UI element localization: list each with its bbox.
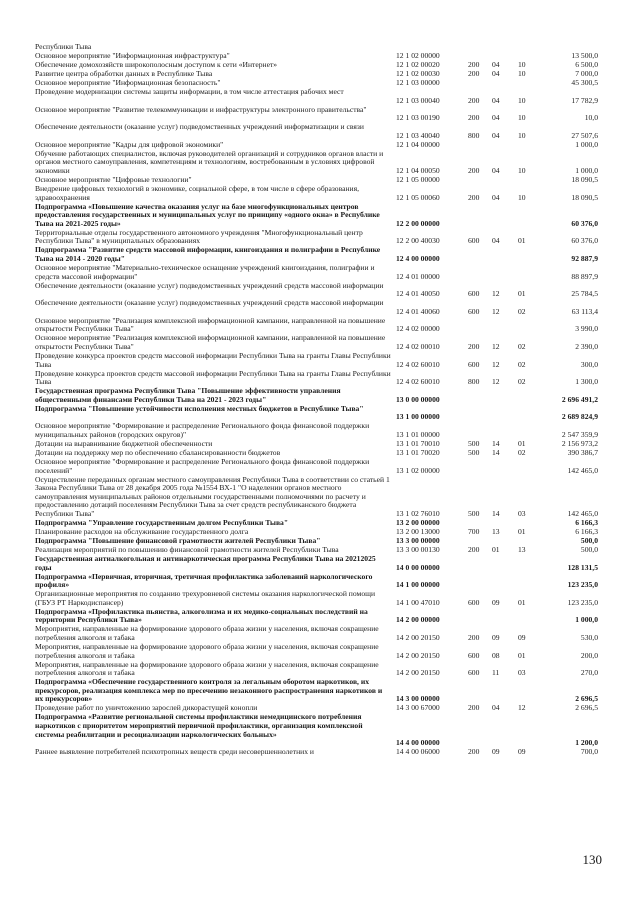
amount-cell: 270,0 xyxy=(580,668,598,678)
name-cell: Подпрограмма "Управление государственным долгом Республики Тыва" xyxy=(35,519,289,527)
amount-cell: 2 390,0 xyxy=(575,341,598,351)
code-cell: 13 1 01 00000 xyxy=(396,429,440,439)
code-cell: 12 1 02 00020 xyxy=(396,60,440,69)
table-row xyxy=(0,458,640,475)
program-row xyxy=(0,405,640,422)
subsection-cell: 02 xyxy=(518,448,526,457)
name-cell: Основное мероприятие "Материально-техническое оснащение учреждений книгоиздания, полиграфии и средств массовой информации" xyxy=(35,264,375,281)
section-cell: 12 xyxy=(492,359,500,369)
amount-cell: 2 689 824,9 xyxy=(561,412,598,422)
expense-type-cell: 200 xyxy=(468,703,480,713)
section-cell: 14 xyxy=(492,439,500,448)
table-row xyxy=(0,299,640,316)
amount-cell: 3 990,0 xyxy=(575,324,598,334)
code-cell: 12 1 04 00050 xyxy=(396,166,440,175)
code-cell: 12 4 02 00000 xyxy=(396,324,440,334)
amount-cell: 2 696 491,2 xyxy=(561,394,598,404)
code-cell: 12 4 01 40050 xyxy=(396,289,440,299)
code-cell: 14 0 00 00000 xyxy=(396,562,440,572)
code-cell: 12 4 01 00000 xyxy=(396,271,440,281)
name-cell: Подпрограмма «Развитие региональной системы профилактики немедицинского потребления наркотиков с приоритетом мероприятий первичной профилактики, организация комплексной системы реабилитации и ресоциализации наркологических больных» xyxy=(35,713,363,739)
subsection-cell: 10 xyxy=(518,113,526,123)
expense-type-cell: 600 xyxy=(468,236,480,246)
table-row xyxy=(0,106,640,123)
subsection-cell: 01 xyxy=(518,527,526,536)
program-row xyxy=(0,608,640,625)
amount-cell: 700,0 xyxy=(580,747,598,757)
program-row xyxy=(0,713,640,747)
expense-type-cell: 600 xyxy=(468,597,480,607)
section-cell: 13 xyxy=(492,527,500,536)
subsection-cell: 02 xyxy=(518,341,526,351)
name-cell: Планирование расходов на обслуживание государственного долга xyxy=(35,528,249,536)
code-cell: 12 2 00 40030 xyxy=(396,236,440,246)
table-row xyxy=(0,52,640,61)
table-row xyxy=(0,528,640,537)
name-cell: Мероприятия, направленные на формирование здорового образа жизни у населения, включая сокращение потребления алкоголя и табака xyxy=(35,643,379,660)
amount-cell: 390 386,7 xyxy=(567,448,598,457)
name-cell: Внедрение цифровых технологий в экономике, социальной сфере, в том числе в сфере образования, здравоохранения xyxy=(35,185,359,202)
amount-cell: 500,0 xyxy=(580,536,598,545)
table-row xyxy=(0,229,640,246)
name-cell: Основное мероприятие "Информационная инфраструктура" xyxy=(35,52,230,60)
amount-cell: 123 235,0 xyxy=(567,580,598,590)
code-cell: 12 4 01 40060 xyxy=(396,306,440,316)
amount-cell: 530,0 xyxy=(580,632,598,642)
code-cell: 14 1 00 00000 xyxy=(396,580,440,590)
name-cell: Осуществление переданных органам местного самоуправления Республики Тыва в соответствии со статьей 1 Закона Республики Тыва от 28 декабря 2005 года №1554 ВХ-1 "О наделении органов местного самоуправления муниципальных районов отдельными государственными полномочиями по расчету и предоставлению дотаций поселениям Республики Тыва за счет средств республиканского бюджета Республики Тыва" xyxy=(35,475,390,518)
subsection-cell: 09 xyxy=(518,747,526,757)
code-cell: 13 2 00 13000 xyxy=(396,527,440,536)
code-cell: 13 1 01 70020 xyxy=(396,448,440,457)
expense-type-cell: 200 xyxy=(468,341,480,351)
amount-cell: 18 090,5 xyxy=(571,192,598,202)
amount-cell: 2 547 359,9 xyxy=(561,429,598,439)
expense-type-cell: 500 xyxy=(468,509,480,518)
program-row xyxy=(0,519,640,528)
section-cell: 09 xyxy=(492,632,500,642)
name-cell: Дотации на поддержку мер по обеспечению сбалансированности бюджетов xyxy=(35,449,281,457)
subsection-cell: 13 xyxy=(518,545,526,554)
section-cell: 12 xyxy=(492,306,500,316)
subsection-cell: 01 xyxy=(518,597,526,607)
name-cell: Раннее выявление потребителей психотропных веществ среди несовершеннолетних и xyxy=(35,748,314,757)
subsection-cell: 03 xyxy=(518,668,526,678)
amount-cell: 60 376,0 xyxy=(571,236,598,246)
expense-type-cell: 500 xyxy=(468,439,480,448)
amount-cell: 13 500,0 xyxy=(571,51,598,60)
amount-cell: 18 090,5 xyxy=(571,175,598,184)
subsection-cell: 01 xyxy=(518,650,526,660)
name-cell: Обучение работающих специалистов, включая руководителей организаций и сотрудников органов власти и органов местного самоуправления, компетенциям и технологиям, востребованным в условиях цифровой экономики xyxy=(35,149,384,175)
code-cell: 12 4 02 60010 xyxy=(396,359,440,369)
name-cell: Подпрограмма «Первичная, вторичная, третичная профилактика заболеваний наркологического профиля» xyxy=(35,572,373,590)
name-cell: Основное мероприятие "Формирование и распределение Регионального фонда финансовой поддержки поселений" xyxy=(35,458,370,475)
code-cell: 14 2 00 20150 xyxy=(396,650,440,660)
subsection-cell: 10 xyxy=(518,192,526,202)
section-cell: 09 xyxy=(492,597,500,607)
section-cell: 12 xyxy=(492,289,500,299)
code-cell: 12 2 00 00000 xyxy=(396,218,440,228)
name-cell: Подпрограмма "Повышение финансовой грамотности жителей Республики Тыва" xyxy=(35,537,321,545)
code-cell: 12 4 02 60010 xyxy=(396,377,440,387)
name-cell: Развитие центра обработки данных в Республике Тыва xyxy=(35,70,213,78)
table-row xyxy=(0,282,640,299)
expense-type-cell: 200 xyxy=(468,192,480,202)
section-cell: 08 xyxy=(492,650,500,660)
subsection-cell: 10 xyxy=(518,130,526,140)
code-cell: 12 1 02 00030 xyxy=(396,69,440,78)
section-cell: 04 xyxy=(492,95,500,105)
amount-cell: 500,0 xyxy=(580,545,598,554)
amount-cell: 25 784,5 xyxy=(571,289,598,299)
section-cell: 09 xyxy=(492,747,500,757)
expense-type-cell: 700 xyxy=(468,527,480,536)
subsection-cell: 01 xyxy=(518,236,526,246)
subsection-cell: 09 xyxy=(518,632,526,642)
name-cell: Дотации на выравнивание бюджетной обеспеченности xyxy=(35,440,213,448)
name-cell: Подпрограмма «Повышение качества оказания услуг на базе многофункциональных центров предоставления государственных и муниципальных услуг по принципу «одного окна» в Республике Тыва на 2021-2025 годы» xyxy=(35,202,380,228)
amount-cell: 123 235,0 xyxy=(567,597,598,607)
program-row xyxy=(0,387,640,404)
section-cell: 11 xyxy=(492,668,500,678)
code-cell: 12 1 05 00000 xyxy=(396,175,440,184)
expense-type-cell: 800 xyxy=(468,377,480,387)
expense-type-cell: 800 xyxy=(468,130,480,140)
amount-cell: 45 300,5 xyxy=(571,78,598,87)
code-cell: 12 1 02 00000 xyxy=(396,51,440,60)
amount-cell: 7 000,0 xyxy=(575,69,598,78)
expense-type-cell: 200 xyxy=(468,95,480,105)
code-cell: 14 4 00 00000 xyxy=(396,738,440,748)
expense-type-cell: 600 xyxy=(468,668,480,678)
name-cell: Основное мероприятие "Формирование и распределение Регионального фонда финансовой поддержки муниципальных районов (городских округов)" xyxy=(35,422,370,439)
code-cell: 14 2 00 20150 xyxy=(396,632,440,642)
name-cell: Проведение работ по уничтожению зарослей дикорастущей конопли xyxy=(35,704,258,713)
subsection-cell: 03 xyxy=(518,509,526,518)
section-cell: 04 xyxy=(492,166,500,175)
program-row xyxy=(0,203,640,229)
subsection-cell: 01 xyxy=(518,439,526,448)
expense-type-cell: 200 xyxy=(468,545,480,554)
table-row xyxy=(0,704,640,713)
expense-type-cell: 200 xyxy=(468,60,480,69)
amount-cell: 1 300,0 xyxy=(575,377,598,387)
name-cell: Подпрограмма "Повышение устойчивости исполнения местных бюджетов в Республике Тыва" xyxy=(35,404,364,413)
code-cell: 13 1 00 00000 xyxy=(396,412,440,422)
subsection-cell: 10 xyxy=(518,60,526,69)
name-cell: Обеспечение домохозяйств широкополосным доступом к сети «Интернет» xyxy=(35,61,278,69)
amount-cell: 1 000,0 xyxy=(575,166,598,175)
name-cell: Основное мероприятие "Реализация комплексной информационной кампании, направленной на повышение открытости Республики Тыва" xyxy=(35,316,386,334)
name-cell: Территориальные отделы государственного автономного учреждения "Многофункциональный центр Республики Тыва" в муниципальных образованиях xyxy=(35,228,363,246)
code-cell: 14 2 00 20150 xyxy=(396,668,440,678)
section-cell: 04 xyxy=(492,60,500,69)
amount-cell: 2 696,5 xyxy=(575,694,598,704)
amount-cell: 88 897,9 xyxy=(571,271,598,281)
table-row xyxy=(0,352,640,369)
name-cell: Подпрограмма «Обеспечение государственного контроля за легальным оборотом наркотиков, их прекурсоров, реализация комплекса мер по пресечению незаконного распространения наркотиков и их прекурсоров» xyxy=(35,678,383,704)
table-row xyxy=(0,150,640,176)
subsection-cell: 02 xyxy=(518,377,526,387)
table-row xyxy=(0,590,640,607)
amount-cell: 27 507,6 xyxy=(571,130,598,140)
section-cell: 12 xyxy=(492,377,500,387)
name-cell: Основное мероприятие "Информационная безопасность" xyxy=(35,79,221,87)
code-cell: 12 1 03 00190 xyxy=(396,113,440,123)
amount-cell: 6 166,3 xyxy=(575,518,598,527)
code-cell: 12 1 03 40040 xyxy=(396,130,440,140)
table-row xyxy=(0,70,640,79)
name-cell: Реализация мероприятий по повышению финансовой грамотности жителей Республики Тыва xyxy=(35,546,339,554)
table-row xyxy=(0,643,640,660)
section-cell: 04 xyxy=(492,236,500,246)
table-row xyxy=(0,185,640,202)
section-cell: 14 xyxy=(492,509,500,518)
table-row xyxy=(0,61,640,70)
table-row xyxy=(0,88,640,105)
name-cell: Республики Тыва xyxy=(35,43,92,51)
code-cell: 13 3 00 00000 xyxy=(396,536,440,545)
name-cell: Основное мероприятие "Развитие телекоммуникации и инфраструктуры электронного правительства" xyxy=(35,105,367,114)
amount-cell: 6 500,0 xyxy=(575,60,598,69)
amount-cell: 2 696,5 xyxy=(575,703,598,713)
name-cell: Подпрограмма «Профилактика пьянства, алкоголизма и их медико-социальных последствий на территории Республики Тыва» xyxy=(35,607,368,625)
table-row xyxy=(0,141,640,150)
section-cell: 04 xyxy=(492,113,500,123)
table-row xyxy=(0,43,640,52)
amount-cell: 1 200,0 xyxy=(575,738,598,748)
subsection-cell: 10 xyxy=(518,95,526,105)
name-cell: Обеспечение деятельности (оказание услуг) подведомственных учреждений средств массовой информации xyxy=(35,299,384,308)
expense-type-cell: 600 xyxy=(468,289,480,299)
amount-cell: 63 113,4 xyxy=(571,306,598,316)
page-number: 130 xyxy=(582,852,602,867)
expense-type-cell: 200 xyxy=(468,747,480,757)
program-row xyxy=(0,678,640,704)
section-cell: 04 xyxy=(492,69,500,78)
section-cell: 01 xyxy=(492,545,500,554)
section-cell: 14 xyxy=(492,448,500,457)
code-cell: 14 3 00 00000 xyxy=(396,694,440,704)
table-row xyxy=(0,123,640,140)
name-cell: Основное мероприятие "Цифровые технологии" xyxy=(35,176,192,184)
program-row xyxy=(0,246,640,263)
table-row xyxy=(0,661,640,678)
code-cell: 13 1 01 70010 xyxy=(396,439,440,448)
subsection-cell: 10 xyxy=(518,166,526,175)
table-row xyxy=(0,440,640,449)
code-cell: 12 4 02 00010 xyxy=(396,341,440,351)
code-cell: 14 3 00 67000 xyxy=(396,703,440,713)
table-row xyxy=(0,449,640,458)
name-cell: Проведение конкурса проектов средств массовой информации Республики Тыва на гранты Главы Республики Тыва xyxy=(35,352,391,369)
section-cell: 12 xyxy=(492,341,500,351)
code-cell: 13 0 00 00000 xyxy=(396,394,440,404)
amount-cell: 300,0 xyxy=(580,359,598,369)
amount-cell: 60 376,0 xyxy=(571,218,598,228)
subsection-cell: 12 xyxy=(518,703,526,713)
expense-type-cell: 200 xyxy=(468,166,480,175)
amount-cell: 142 465,0 xyxy=(567,509,598,518)
section-cell: 04 xyxy=(492,703,500,713)
table-row xyxy=(0,79,640,88)
amount-cell: 128 131,5 xyxy=(567,562,598,572)
code-cell: 13 1 02 76010 xyxy=(396,509,440,518)
name-cell: Мероприятия, направленные на формирование здорового образа жизни у населения, включая сокращение потребления алкоголя и табака xyxy=(35,625,379,642)
name-cell: Основное мероприятие "Реализация комплексной информационной кампании, направленной на повышение открытости Республики Тыва" xyxy=(35,334,386,351)
table-row xyxy=(0,176,640,185)
table-row xyxy=(0,476,640,519)
code-cell: 12 1 04 00000 xyxy=(396,139,440,149)
expense-type-cell: 200 xyxy=(468,69,480,78)
amount-cell: 17 782,9 xyxy=(571,95,598,105)
table-row xyxy=(0,334,640,351)
name-cell: Проведение модернизации системы защиты информации, в том числе аттестация рабочих мест xyxy=(35,88,344,96)
code-cell: 13 2 00 00000 xyxy=(396,518,440,527)
program-row xyxy=(0,537,640,546)
name-cell: Подпрограмма "Развитие средств массовой информации, книгоиздания и полиграфии в Республике Тыва на 2014 - 2020 годы" xyxy=(35,246,381,263)
code-cell: 12 1 03 00000 xyxy=(396,78,440,87)
expense-type-cell: 200 xyxy=(468,632,480,642)
code-cell: 12 4 00 00000 xyxy=(396,253,440,263)
table-row xyxy=(0,317,640,334)
code-cell: 12 1 03 00040 xyxy=(396,95,440,105)
name-cell: Проведение конкурса проектов средств массовой информации Республики Тыва на гранты Главы Республики Тыва xyxy=(35,369,391,387)
amount-cell: 2 156 973,2 xyxy=(561,439,598,448)
subsection-cell: 01 xyxy=(518,289,526,299)
expense-type-cell: 200 xyxy=(468,113,480,123)
amount-cell: 10,0 xyxy=(584,113,598,123)
code-cell: 13 1 02 00000 xyxy=(396,465,440,475)
table-row xyxy=(0,625,640,642)
amount-cell: 1 000,0 xyxy=(575,615,598,625)
table-row xyxy=(0,748,640,757)
amount-cell: 142 465,0 xyxy=(567,465,598,475)
code-cell: 14 1 00 47010 xyxy=(396,597,440,607)
code-cell: 14 2 00 00000 xyxy=(396,615,440,625)
name-cell: Обеспечение деятельности (оказание услуг) подведомственных учреждений информатизации и связи xyxy=(35,123,364,132)
amount-cell: 92 887,9 xyxy=(571,253,598,263)
name-cell: Обеспечение деятельности (оказание услуг) подведомственных учреждений средств массовой информации xyxy=(35,281,384,290)
amount-cell: 6 166,3 xyxy=(575,527,598,536)
section-cell: 04 xyxy=(492,192,500,202)
name-cell: Мероприятия, направленные на формирование здорового образа жизни у населения, включая сокращение потребления алкоголя и табака xyxy=(35,660,379,678)
name-cell: Организационные мероприятия по созданию трехуровневой системы оказания наркологической помощи (ГБУЗ РТ Наркодиспансер) xyxy=(35,590,376,607)
expense-type-cell: 600 xyxy=(468,359,480,369)
code-cell: 13 3 00 00130 xyxy=(396,545,440,554)
table-row xyxy=(0,264,640,281)
expense-type-cell: 600 xyxy=(468,650,480,660)
section-cell: 04 xyxy=(492,130,500,140)
program-row xyxy=(0,555,640,572)
expense-type-cell: 600 xyxy=(468,306,480,316)
table-row xyxy=(0,422,640,439)
amount-cell: 1 000,0 xyxy=(575,139,598,149)
name-cell: Государственная антиалкогольная и антинаркотическая программа Республики Тыва на 20212025 годы xyxy=(35,555,376,572)
table-row xyxy=(0,546,640,555)
code-cell: 14 4 00 06000 xyxy=(396,747,440,757)
subsection-cell: 02 xyxy=(518,306,526,316)
code-cell: 12 1 05 00060 xyxy=(396,192,440,202)
table-row xyxy=(0,370,640,387)
amount-cell: 200,0 xyxy=(580,650,598,660)
subsection-cell: 02 xyxy=(518,359,526,369)
program-row xyxy=(0,573,640,590)
expense-type-cell: 500 xyxy=(468,448,480,457)
name-cell: Основное мероприятие "Кадры для цифровой экономики" xyxy=(35,140,224,149)
name-cell: Государственная программа Республики Тыва "Повышение эффективности управления общественными финансами Республики Тыва на 2021 - 2023 годы" xyxy=(35,387,341,404)
subsection-cell: 10 xyxy=(518,69,526,78)
